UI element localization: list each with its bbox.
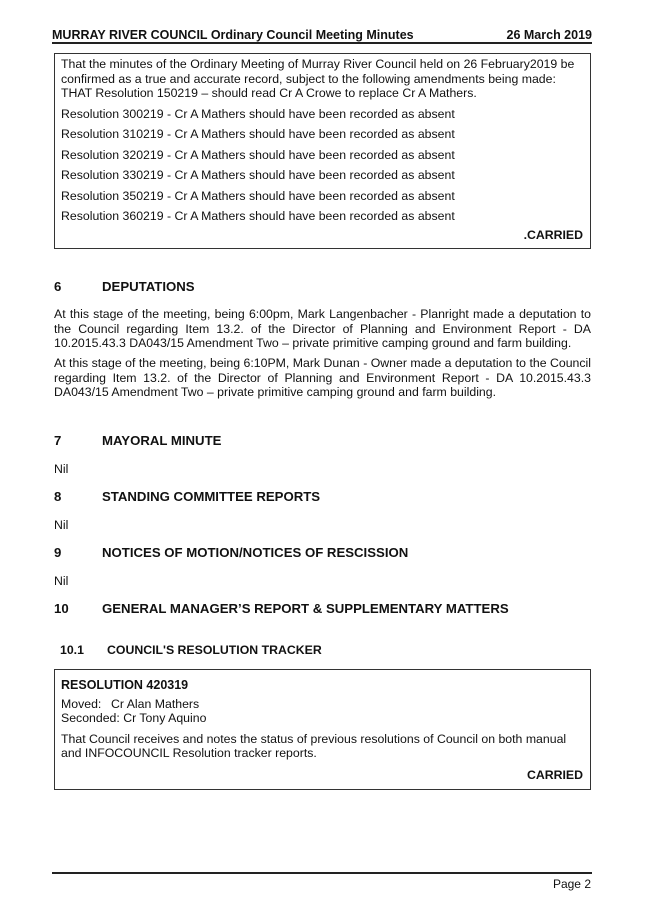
section-heading-deputations xyxy=(54,279,195,294)
deputation-paragraph: At this stage of the meeting, being 6:00pm, Mark Langenbacher - Planright made a deputation to the Council regarding Item 13.2. of the Director of Planning and Environment Report - DA 10.2015.43.3 DA043/15 Amendment Two – private primitive camping ground and farm building. xyxy=(54,307,591,350)
section-number: 6 xyxy=(54,279,62,294)
section-heading-standing xyxy=(54,489,320,504)
section-heading-notices xyxy=(54,545,408,560)
section-title: DEPUTATIONS xyxy=(102,279,195,294)
subsection-heading-tracker xyxy=(60,643,322,657)
seconded-line xyxy=(61,711,584,726)
page-number: Page 2 xyxy=(552,877,591,891)
section-number: 7 xyxy=(54,433,62,448)
section-title: NOTICES OF MOTION/NOTICES OF RESCISSION xyxy=(102,545,409,560)
resolution-line: Resolution 330219 - Cr A Mathers should have been recorded as absent xyxy=(61,168,455,182)
resolution-line: Resolution 320219 - Cr A Mathers should have been recorded as absent xyxy=(61,147,455,162)
seconded-label: Seconded: xyxy=(61,711,120,725)
motion-box xyxy=(54,53,591,249)
section-heading-mayoral xyxy=(54,433,221,448)
page-header xyxy=(52,22,592,42)
seconded-value: Cr Tony Aquino xyxy=(123,711,207,725)
section-body: Nil xyxy=(54,518,69,532)
footer-rule xyxy=(52,872,592,874)
section-body: Nil xyxy=(54,574,69,588)
resolution-line: Resolution 310219 - Cr A Mathers should have been recorded as absent xyxy=(61,127,455,141)
header-title: MURRAY RIVER COUNCIL Ordinary Council Meeting Minutes xyxy=(52,28,414,42)
resolution-title: RESOLUTION 420319 xyxy=(61,678,189,692)
motion-intro: That the minutes of the Ordinary Meeting of Murray River Council held on 26 February2019 be confirmed as a true and accurate record, subject to the following amendments being made: THAT Resolution 150219 – should read Cr A Crowe to replace Cr A Mathers. xyxy=(61,57,575,100)
section-title: STANDING COMMITTEE REPORTS xyxy=(102,489,321,504)
resolution-line: Resolution 360219 - Cr A Mathers should have been recorded as absent xyxy=(61,209,455,223)
resolution-box xyxy=(54,669,591,790)
section-title: MAYORAL MINUTE xyxy=(102,433,222,448)
resolution-carried: CARRIED xyxy=(526,767,583,782)
header-date: 26 March 2019 xyxy=(506,28,592,42)
subsection-number: 10.1 xyxy=(60,643,84,657)
section-number: 8 xyxy=(54,489,62,504)
moved-value: Cr Alan Mathers xyxy=(111,696,200,711)
moved-label: Moved: xyxy=(61,696,102,711)
section-body: Nil xyxy=(54,462,69,476)
deputation-paragraph: At this stage of the meeting, being 6:10PM, Mark Dunan - Owner made a deputation to the Council regarding Item 13.2. of the Director of Planning and Environment Report - DA 10.2015.43.3 DA043/15 Amendment Two – private primitive camping ground and farm building. xyxy=(54,356,591,399)
section-title: GENERAL MANAGER’S REPORT & SUPPLEMENTARY MATTERS xyxy=(102,601,509,616)
moved-line xyxy=(61,697,584,712)
motion-carried: .CARRIED xyxy=(523,227,583,242)
section-number: 9 xyxy=(54,545,62,560)
resolution-line: Resolution 300219 - Cr A Mathers should have been recorded as absent xyxy=(61,106,455,121)
resolution-text: That Council receives and notes the status of previous resolutions of Council on both manual and INFOCOUNCIL Resolution tracker reports. xyxy=(61,731,567,760)
resolution-line: Resolution 350219 - Cr A Mathers should have been recorded as absent xyxy=(61,188,455,203)
section-heading-gm-report xyxy=(54,601,509,616)
subsection-title: COUNCIL'S RESOLUTION TRACKER xyxy=(107,643,322,657)
header-rule xyxy=(52,42,592,44)
section-number: 10 xyxy=(54,601,69,616)
